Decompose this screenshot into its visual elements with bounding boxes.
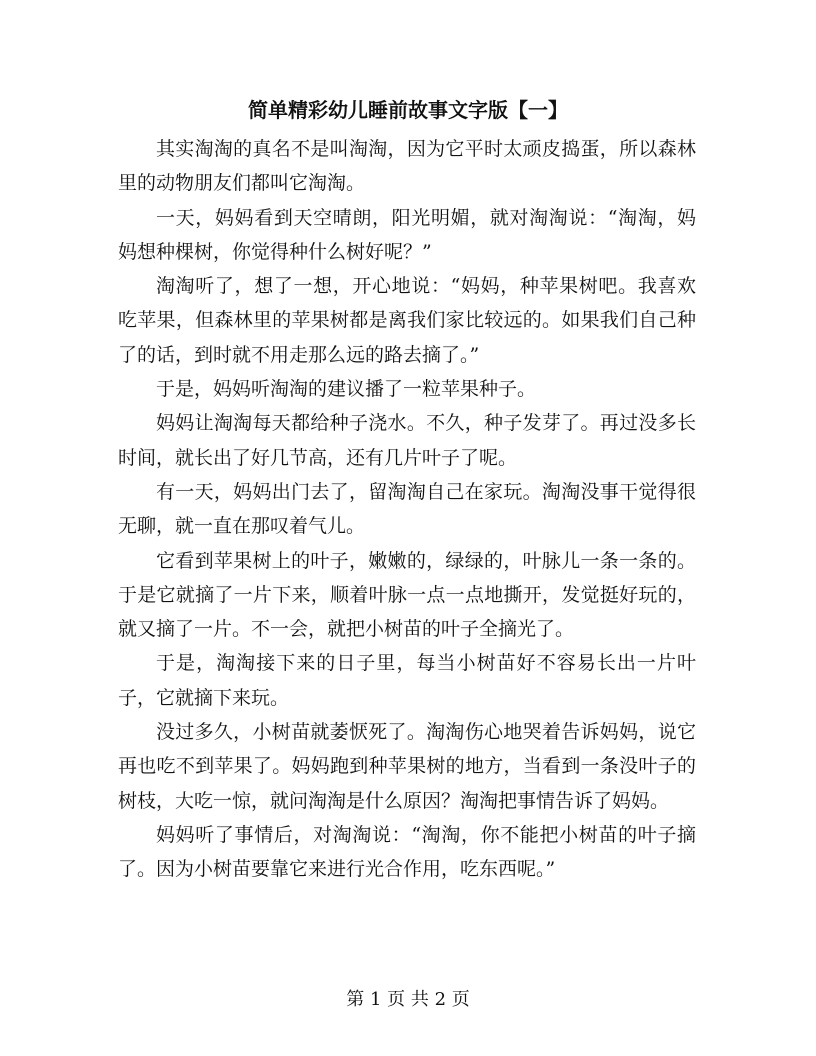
paragraph: 于是，妈妈听淘淘的建议播了一粒苹果种子。: [156, 378, 537, 401]
paragraph: 有一天，妈妈出门去了，留淘淘自己在家玩。淘淘没事干觉得很无聊，就一直在那叹着气儿。: [118, 480, 696, 538]
paragraph: 于是，淘淘接下来的日子里，每当小树苗好不容易长出一片叶子，它就摘下来玩。: [118, 652, 696, 709]
paragraph: 其实淘淘的真名不是叫淘淘，因为它平时太顽皮捣蛋，所以森林里的动物朋友们都叫它淘淘。: [118, 138, 696, 195]
paragraph: 没过多久，小树苗就萎恹死了。淘淘伤心地哭着告诉妈妈，说它再也吃不到苹果了。妈妈跑到种苹果树的地方，当看到一条没叶子的树枝，大吃一惊，就问淘淘是什么原因？淘淘把事情告诉了妈妈。: [118, 721, 696, 812]
document-title: 简单精彩幼儿睡前故事文字版【一】: [248, 98, 568, 122]
paragraph: 它看到苹果树上的叶子，嫩嫩的，绿绿的，叶脉儿一条一条的。于是它就摘了一片下来，顺着叶脉一点一点地撕开，发觉挺好玩的，就又摘了一片。不一会，就把小树苗的叶子全摘光了。: [118, 549, 696, 641]
paragraph: 淘淘听了，想了一想，开心地说：“妈妈，种苹果树吧。我喜欢吃苹果，但森林里的苹果树都是离我们家比较远的。如果我们自己种了的话，到时就不用走那么远的路去摘了。”: [118, 275, 696, 366]
paragraph: 一天，妈妈看到天空晴朗，阳光明媚，就对淘淘说：“淘淘，妈妈想种棵树，你觉得种什么树好呢？”: [118, 206, 696, 263]
story-body: [118, 132, 696, 887]
page-number-footer: 第 1 页 共 2 页: [346, 989, 470, 1010]
paragraph: 妈妈听了事情后，对淘淘说：“淘淘，你不能把小树苗的叶子摘了。因为小树苗要靠它来进行光合作用，吃东西呢。”: [118, 823, 696, 881]
paragraph: 妈妈让淘淘每天都给种子浇水。不久，种子发芽了。再过没多长时间，就长出了好几节高，还有几片叶子了呢。: [118, 412, 696, 469]
